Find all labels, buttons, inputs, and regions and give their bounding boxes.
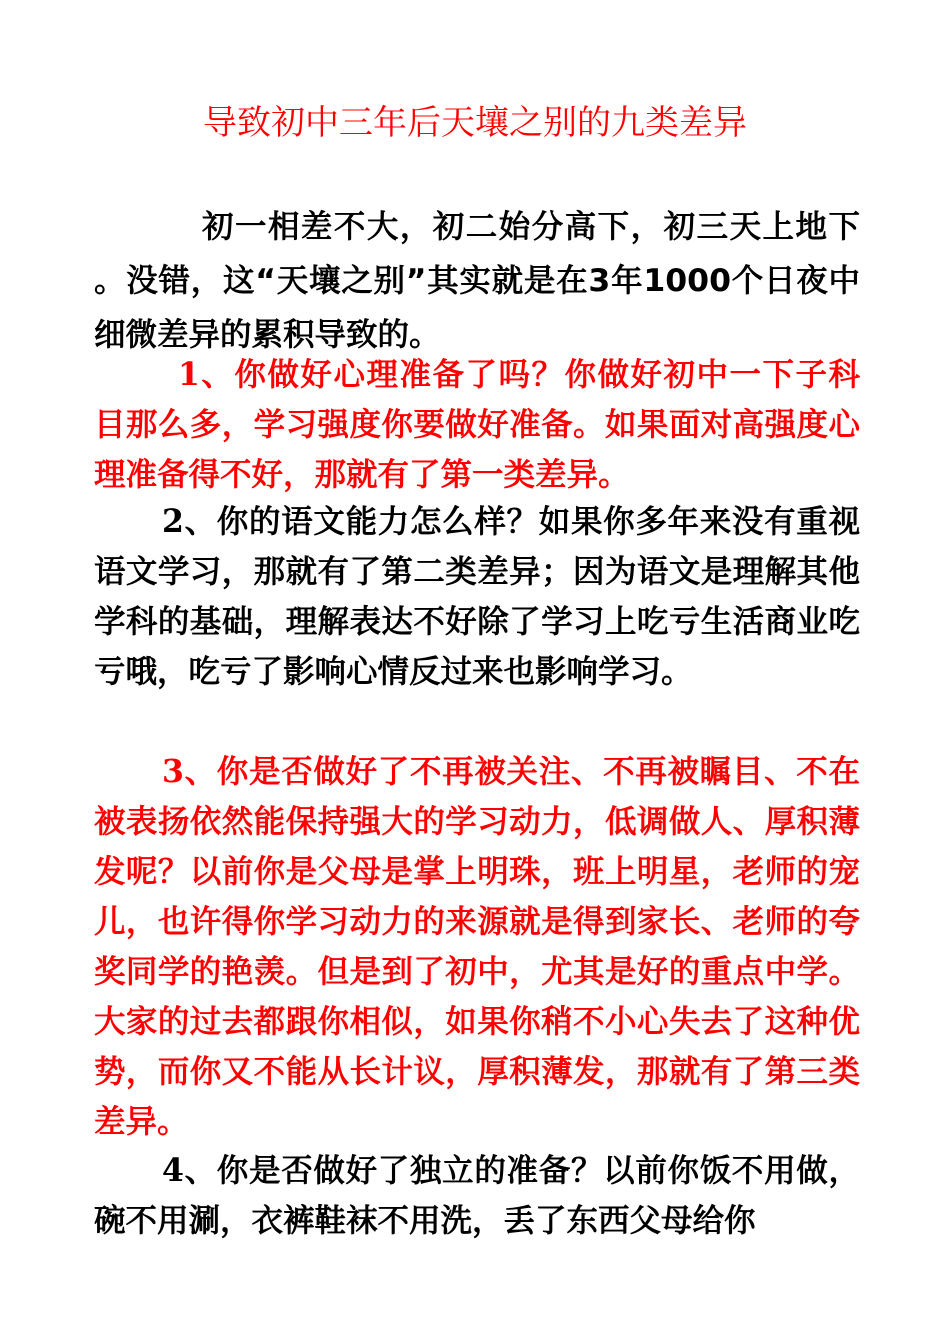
- document-title: 导致初中三年后天壤之别的九类差异: [203, 103, 747, 143]
- intro-paragraph: 初一相差不大，初二始分高下，初三天上地下。没错，这“天壤之别”其实就是在3年1000个日夜中细微差异的累积导致的。: [94, 209, 860, 353]
- paragraph-4: 4、你是否做好了独立的准备？以前你饭不用做，碗不用涮，衣裤鞋袜不用洗，丢了东西父母给你: [94, 1152, 860, 1239]
- paragraph-2: 2、你的语文能力怎么样？如果你多年来没有重视语文学习，那就有了第二类差异；因为语文是理解其他学科的基础，理解表达不好除了学习上吃亏生活商业吃亏哦，吃亏了影响心情反过来也影响学习。: [94, 503, 860, 690]
- paragraph-3: 3、你是否做好了不再被关注、不再被瞩目、不在被表扬依然能保持强大的学习动力，低调做人、厚积薄发呢？以前你是父母是掌上明珠，班上明星，老师的宠儿，也许得你学习动力的来源就是得到家长、老师的夸奖同学的艳羡。但是到了初中，尤其是好的重点中学。大家的过去都跟你相似，如果你稍不小心失去了这种优势，而你又不能从长计议，厚积薄发，那就有了第三类差异。: [94, 753, 860, 1140]
- paragraph-1: 1、你做好心理准备了吗？你做好初中一下子科目那么多，学习强度你要做好准备。如果面对高强度心理准备得不好，那就有了第一类差异。: [94, 356, 860, 493]
